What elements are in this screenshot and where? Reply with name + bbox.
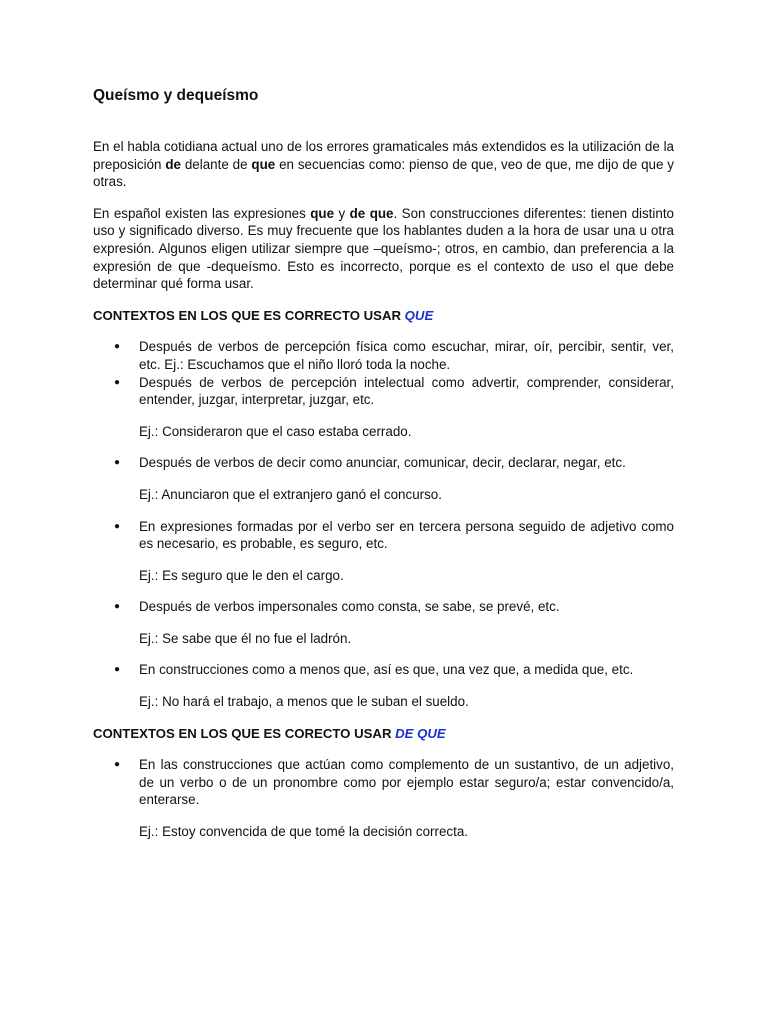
example-line: Ej.: Es seguro que le den el cargo. <box>139 567 344 583</box>
intro1-bold-1: de <box>165 156 181 172</box>
example-line: Ej.: Estoy convencida de que tomé la decisión correcta. <box>139 824 468 840</box>
que-context-list <box>93 338 674 408</box>
list-item: ● En las construcciones que actúan como complemento de un sustantivo, de un adjetivo, de un verbo o de un pronombre como por ejemplo estar seguro/a; estar convencido/a, enterarse. <box>93 756 674 809</box>
list-item: ● Después de verbos impersonales como consta, se sabe, se prevé, etc. <box>93 598 674 616</box>
list-item: ● En expresiones formadas por el verbo ser en tercera persona seguido de adjetivo como es necesario, es probable, es seguro, etc. <box>93 518 674 553</box>
example-line: Ej.: Consideraron que el caso estaba cerrado. <box>139 423 412 439</box>
intro1-bold-2: que <box>251 156 276 172</box>
list-item: ● Después de verbos de decir como anunciar, comunicar, decir, declarar, negar, etc. <box>93 454 674 472</box>
section-heading-que-text: CONTEXTOS EN LOS QUE ES CORRECTO USAR <box>93 307 405 323</box>
que-context-list <box>93 598 674 616</box>
document-body <box>93 86 674 841</box>
section-heading-de-que-highlight: DE QUE <box>395 725 446 741</box>
que-context-list <box>93 518 674 553</box>
section-heading-de-que <box>93 725 674 743</box>
intro1-text-1: En el habla cotidiana actual uno de los errores gramaticales más extendidos es la utilización de la preposición <box>93 139 674 172</box>
intro1-text-3: en secuencias como: pienso de que, veo de que, me dijo de que y otras. <box>93 156 674 190</box>
list-item: ● En construcciones como a menos que, así es que, una vez que, a medida que, etc. <box>93 661 674 679</box>
de-que-context-list <box>93 756 674 809</box>
document-title: Queísmo y dequeísmo <box>93 87 259 104</box>
section-heading-que-highlight: QUE <box>404 307 434 323</box>
intro2-text-1: En español existen las expresiones <box>93 205 311 221</box>
que-context-list <box>93 454 674 472</box>
intro-paragraph-2 <box>93 205 674 293</box>
example-line: Ej.: No hará el trabajo, a menos que le suban el sueldo. <box>139 694 469 710</box>
example-line: Ej.: Anunciaron que el extranjero ganó el concurso. <box>139 486 442 502</box>
section-heading-que <box>93 307 674 325</box>
list-item: ● Después de verbos de percepción intelectual como advertir, comprender, considerar, entender, juzgar, interpretar, juzgar, etc. <box>93 374 674 409</box>
intro2-text-2: y <box>334 205 350 221</box>
intro-paragraph-1 <box>93 138 674 191</box>
que-context-list <box>93 661 674 679</box>
intro2-bold-1: que <box>310 205 335 221</box>
section-heading-de-que-text: CONTEXTOS EN LOS QUE ES CORECTO USAR <box>93 725 396 741</box>
list-item: ● Después de verbos de percepción física como escuchar, mirar, oír, percibir, sentir, ver, etc. Ej.: Escuchamos que el niño lloró toda la noche. <box>93 338 674 373</box>
intro2-text-3: . Son construcciones diferentes: tienen distinto uso y significado diverso. Es muy frecuente que los hablantes duden a la hora de usar una u otra expresión. Algunos eligen utilizar siempre que –queísmo-; otros, en cambio, dan preferencia a la expresión de que -dequeísmo. Esto es incorrecto, porque es el contexto de uso el que debe determinar qué forma usar. <box>93 205 674 292</box>
intro1-text-2: delante de <box>181 156 252 172</box>
example-line: Ej.: Se sabe que él no fue el ladrón. <box>139 630 352 646</box>
intro2-bold-2: de que <box>349 205 394 221</box>
